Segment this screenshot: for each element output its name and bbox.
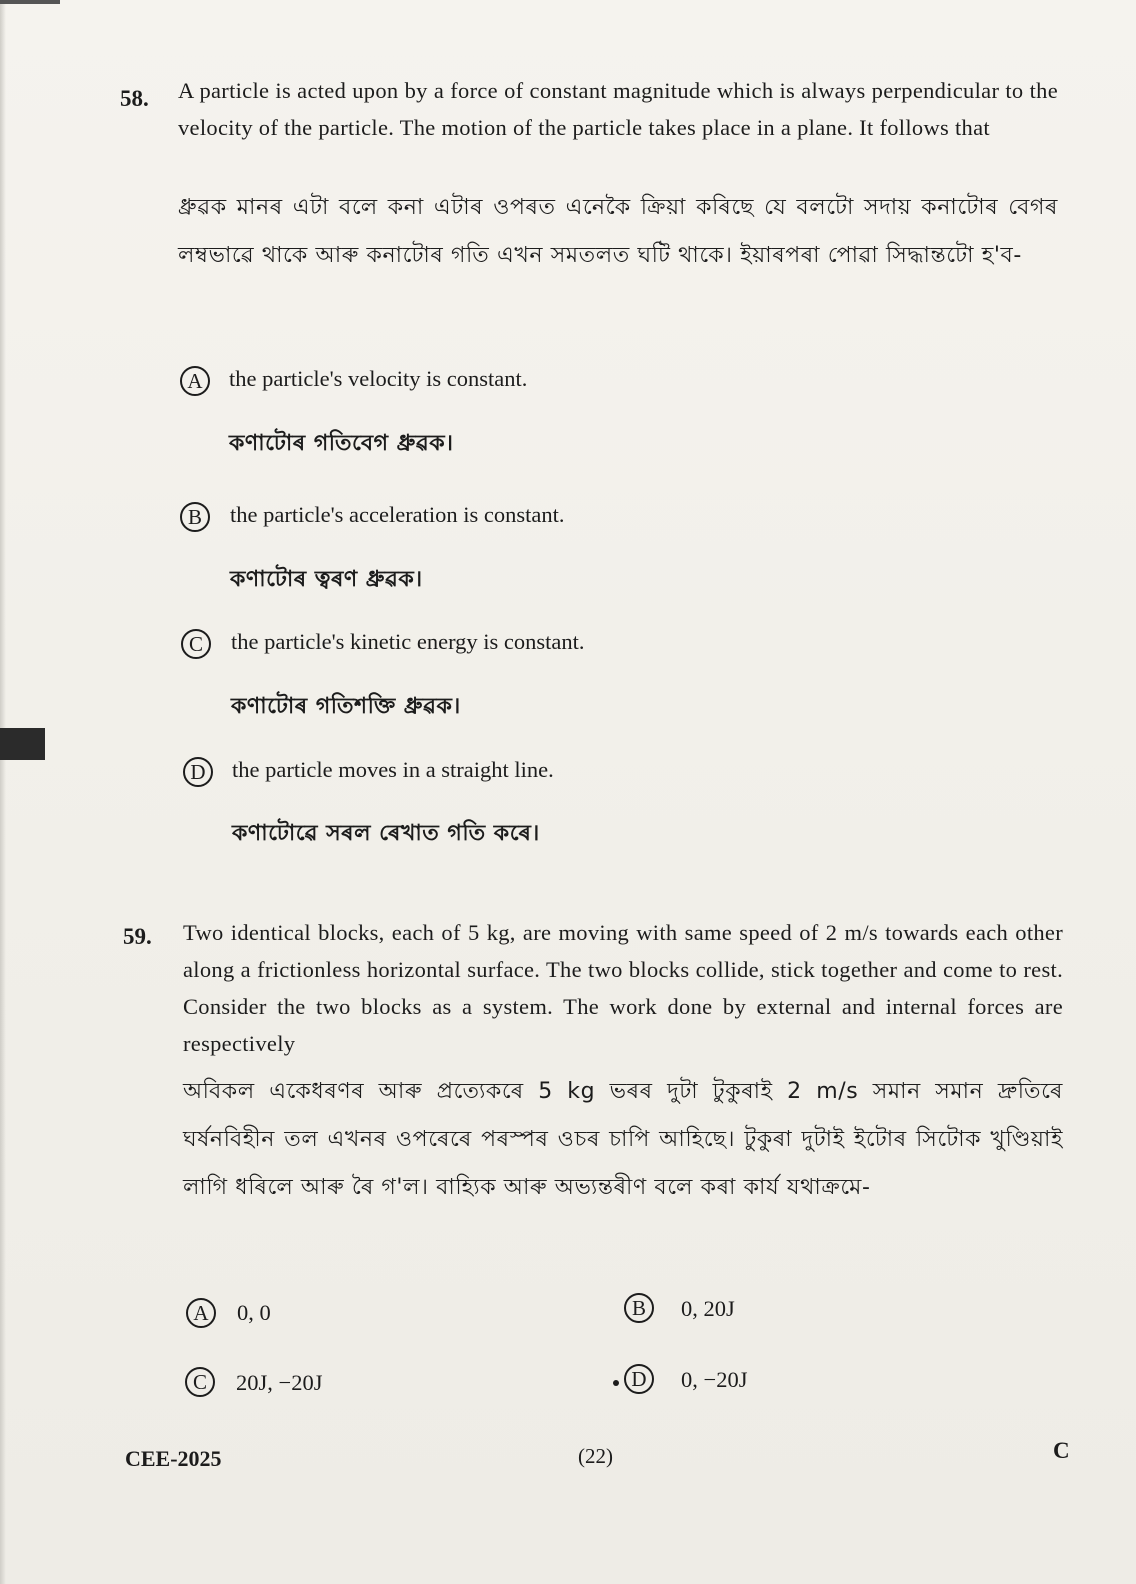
q58-option-a-marker[interactable]: A (180, 366, 210, 396)
q59-option-d-marker[interactable]: D (624, 1364, 654, 1394)
page-number: (22) (578, 1444, 613, 1468)
q59-option-a-marker[interactable]: A (186, 1298, 216, 1328)
q58-option-b-english: the particle's acceleration is constant. (230, 502, 565, 527)
question-set-code: C (1053, 1438, 1070, 1463)
page-top-mark (0, 0, 60, 4)
question-59-number: 59. (123, 924, 152, 949)
q58-option-d-assamese: কণাটোৱে সৰল ৰেখাত গতি কৰে। (232, 821, 540, 846)
q58-option-c-marker[interactable]: C (181, 629, 211, 659)
question-59-text-assamese: অবিকল একেধৰণৰ আৰু প্ৰত্যেকৰে 5 kg ভৰৰ দুটা টুকুৰাই 2 m/s সমান সমান দ্ৰুতিৰে ঘৰ্ষনবিহীন তল এখনৰ ওপৰেৰে পৰস্পৰ ওচৰ চাপি আহিছে। টুকুৰা দুটাই ইটোৰ সিটোক খুণ্ডিয়াই লাগি ধৰিলে আৰু ৰৈ গ'ল। বাহ্যিক আৰু অভ্যন্তৰীণ বলে কৰা কাৰ্য যথাক্ৰমে- (183, 1079, 1063, 1200)
question-58-number: 58. (120, 86, 149, 111)
q58-option-c-english: the particle's kinetic energy is constant. (231, 629, 585, 654)
q59-option-d-value: 0, −20J (681, 1367, 748, 1392)
answer-mark-dot (613, 1380, 619, 1386)
q59-option-b-marker[interactable]: B (624, 1293, 654, 1323)
page-edge-shadow (0, 0, 6, 1584)
q58-option-a-assamese: কণাটোৰ গতিবেগ ধ্ৰুৱক। (229, 431, 454, 456)
q58-option-c-assamese: কণাটোৰ গতিশক্তি ধ্ৰুৱক। (231, 694, 461, 719)
q59-option-c-value: 20J, −20J (236, 1370, 323, 1395)
exam-code: CEE-2025 (125, 1446, 222, 1471)
question-58-text-assamese: ধ্ৰুৱক মানৰ এটা বলে কনা এটাৰ ওপৰত এনেকৈ ক্ৰিয়া কৰিছে যে বলটো সদায় কনাটোৰ বেগৰ লম্বভাৱে থাকে আৰু কনাটোৰ গতি এখন সমতলত ঘটি থাকে। ইয়াৰপৰা পোৱা সিদ্ধান্তটো হ'ব- (178, 195, 1058, 268)
q58-option-d-marker[interactable]: D (183, 757, 213, 787)
question-59-text-english: Two identical blocks, each of 5 kg, are moving with same speed of 2 m/s towards each other along a frictionless horizontal surface. The two blocks collide, stick together and come to rest. Consider the two blocks as a system. The work done by external and internal forces are respectively (183, 920, 1063, 1056)
q58-option-a-english: the particle's velocity is constant. (229, 366, 528, 391)
q58-option-b-assamese: কণাটোৰ ত্বৰণ ধ্ৰুৱক। (230, 567, 423, 592)
q58-option-b-marker[interactable]: B (180, 502, 210, 532)
q59-option-a-value: 0, 0 (237, 1300, 271, 1325)
q59-option-c-marker[interactable]: C (185, 1367, 215, 1397)
question-58-text-english: A particle is acted upon by a force of constant magnitude which is always perpendicular to the velocity of the particle. The motion of the particle takes place in a plane. It follows that (178, 78, 1058, 140)
q58-option-d-english: the particle moves in a straight line. (232, 757, 554, 782)
q59-option-b-value: 0, 20J (681, 1296, 735, 1321)
side-registration-mark (0, 728, 45, 760)
